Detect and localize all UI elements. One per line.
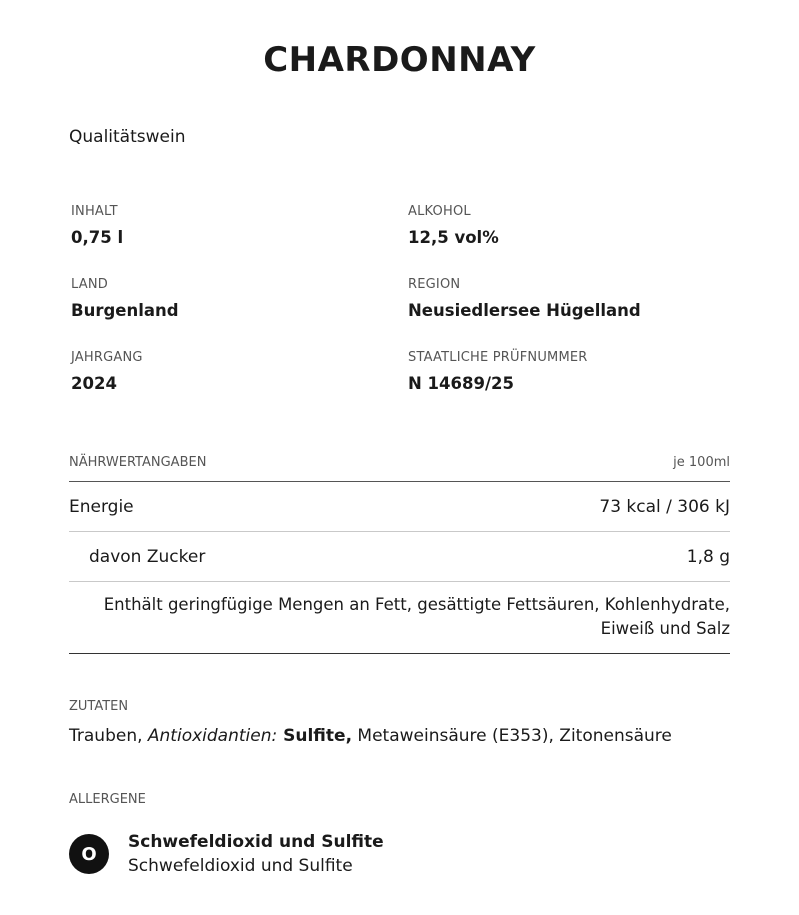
fact-label: LAND [71, 277, 108, 292]
fact-value: N 14689/25 [408, 374, 514, 393]
allergen-code-badge: O [69, 834, 109, 874]
fact-label: STAATLICHE PRÜFNUMMER [408, 350, 588, 365]
allergen-description: Schwefeldioxid und Sulfite [128, 856, 353, 876]
page-title: CHARDONNAY [263, 40, 536, 80]
nutrition-table [69, 455, 730, 654]
ingredients-heading: ZUTATEN [69, 699, 129, 714]
quality-level: Qualitätswein [69, 127, 186, 147]
allergen-title: Schwefeldioxid und Sulfite [128, 832, 384, 852]
fact-test-number [408, 350, 728, 393]
allergens-heading: ALLERGENE [69, 792, 146, 807]
ingredients-part: Metaweinsäure (E353), Zitonensäure [352, 726, 672, 746]
fact-country [71, 277, 391, 320]
nutrition-per: je 100ml [673, 455, 730, 470]
ingredients-antioxidants: Antioxidantien: [147, 726, 278, 746]
nutrition-note: Enthält geringfügige Mengen an Fett, gesättigte Fettsäuren, Kohlenhydrate, Eiweiß und Salz [69, 582, 730, 654]
nutrition-label: davon Zucker [89, 546, 206, 567]
fact-region [408, 277, 728, 320]
fact-alcohol [408, 204, 728, 247]
fact-value: 2024 [71, 374, 117, 393]
fact-label: INHALT [71, 204, 118, 219]
nutrition-heading: NÄHRWERTANGABEN [69, 455, 207, 470]
nutrition-row-energy [69, 482, 730, 532]
ingredients-text [69, 726, 672, 746]
fact-volume [71, 204, 391, 247]
ingredients-sulfite: Sulfite, [277, 726, 353, 746]
allergen-text [128, 830, 384, 878]
fact-vintage [71, 350, 391, 393]
ingredients-part: Trauben, [69, 726, 148, 746]
fact-value: 0,75 l [71, 228, 124, 247]
fact-label: ALKOHOL [408, 204, 471, 219]
fact-value: Neusiedlersee Hügelland [408, 301, 641, 320]
fact-label: JAHRGANG [71, 350, 143, 365]
nutrition-value: 1,8 g [686, 546, 730, 567]
fact-label: REGION [408, 277, 461, 292]
fact-value: 12,5 vol% [408, 228, 499, 247]
nutrition-label: Energie [69, 496, 134, 517]
nutrition-row-sugar [69, 532, 730, 582]
fact-value: Burgenland [71, 301, 179, 320]
allergen-item [69, 830, 384, 878]
nutrition-header [69, 455, 730, 482]
nutrition-value: 73 kcal / 306 kJ [599, 496, 730, 517]
